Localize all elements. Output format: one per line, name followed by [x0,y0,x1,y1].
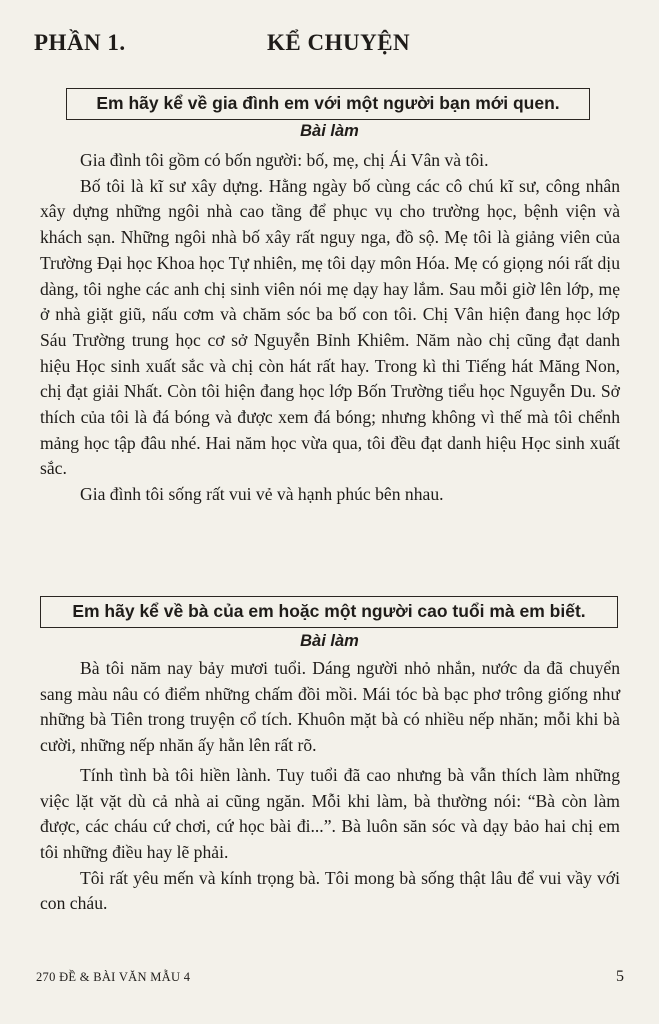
page-number: 5 [616,968,624,985]
essay-subtitle-2: Bài làm [300,632,359,650]
paragraph: Gia đình tôi gồm có bốn người: bố, mẹ, chị Ái Vân và tôi. [80,150,489,170]
paragraph: Tính tình bà tôi hiền lành. Tuy tuổi đã cao nhưng bà vẫn thích làm những việc lặt vặt dù cả nhà ai cũng ngăn. Mỗi khi làm, bà thường nói: “Bà còn làm được, các cháu cứ chơi, cứ học bài đi...”. Bà luôn săn sóc và dạy bảo hai chị em tôi những điều hay lẽ phải. [40,764,620,862]
paragraph: Gia đình tôi sống rất vui vẻ và hạnh phúc bên nhau. [80,484,444,505]
paragraph: Bố tôi là kĩ sư xây dựng. Hằng ngày bố cùng các cô chú kĩ sư, công nhân xây dựng những ngôi nhà cao tầng để phục vụ cho trường học, bệnh viện và khách sạn. Những ngôi nhà bố xây rất nguy nga, đồ sộ. Mẹ tôi là giảng viên của Trường Đại học Khoa học Tự nhiên, mẹ tôi dạy môn Hóa. Mẹ có giọng nói rất dịu dàng, tôi nghe các anh chị sinh viên nói mẹ dạy hay lắm. Sau mỗi giờ lên lớp, mẹ ở nhà giặt giũ, nấu cơm và chăm sóc ba bố con tôi. Chị Vân hiện đang học lớp Sáu Trường trung học cơ sở Nguyễn Bỉnh Khiêm. Năm nào chị cũng đạt danh hiệu Học sinh xuất sắc và chị còn hát rất hay. Trong kì thi Tiếng hát Măng Non, chị đạt giải Nhất. Còn tôi hiện đang học lớp Bốn Trường tiểu học Nguyễn Du. Sở thích của tôi là đá bóng và được xem đá bóng; nhưng không vì thế mà tôi chểnh mảng học tập đâu nhé. Hai năm học vừa qua, tôi đều đạt danh hiệu Học sinh xuất sắc. [40,175,620,479]
paragraph: Bà tôi năm nay bảy mươi tuổi. Dáng người nhỏ nhắn, nước da đã chuyển sang màu nâu có điểm những chấm đồi mồi. Mái tóc bà bạc phơ trông giống như những bà Tiên trong truyện cổ tích. Khuôn mặt bà có nhiều nếp nhăn; mỗi khi bà cười, những nếp nhăn ấy hằn lên rất rõ. [40,658,620,756]
part-label: PHẦN 1. [34,30,126,55]
chapter-title: KỂ CHUYỆN [267,30,411,55]
essay-prompt-2: Em hãy kể về bà của em hoặc một người cao tuổi mà em biết. [40,596,618,628]
page-header [34,30,624,70]
essay-body-1 [40,148,620,508]
paragraph: Tôi rất yêu mến và kính trọng bà. Tôi mong bà sống thật lâu để vui vầy với con cháu. [40,867,620,914]
book-title: 270 ĐỀ & BÀI VĂN MẪU 4 [36,970,191,984]
page-footer [36,968,624,988]
essay-subtitle-1: Bài làm [300,122,359,140]
essay-prompt-1: Em hãy kể về gia đình em với một người bạn mới quen. [66,88,590,120]
essay-body-2 [40,656,620,917]
